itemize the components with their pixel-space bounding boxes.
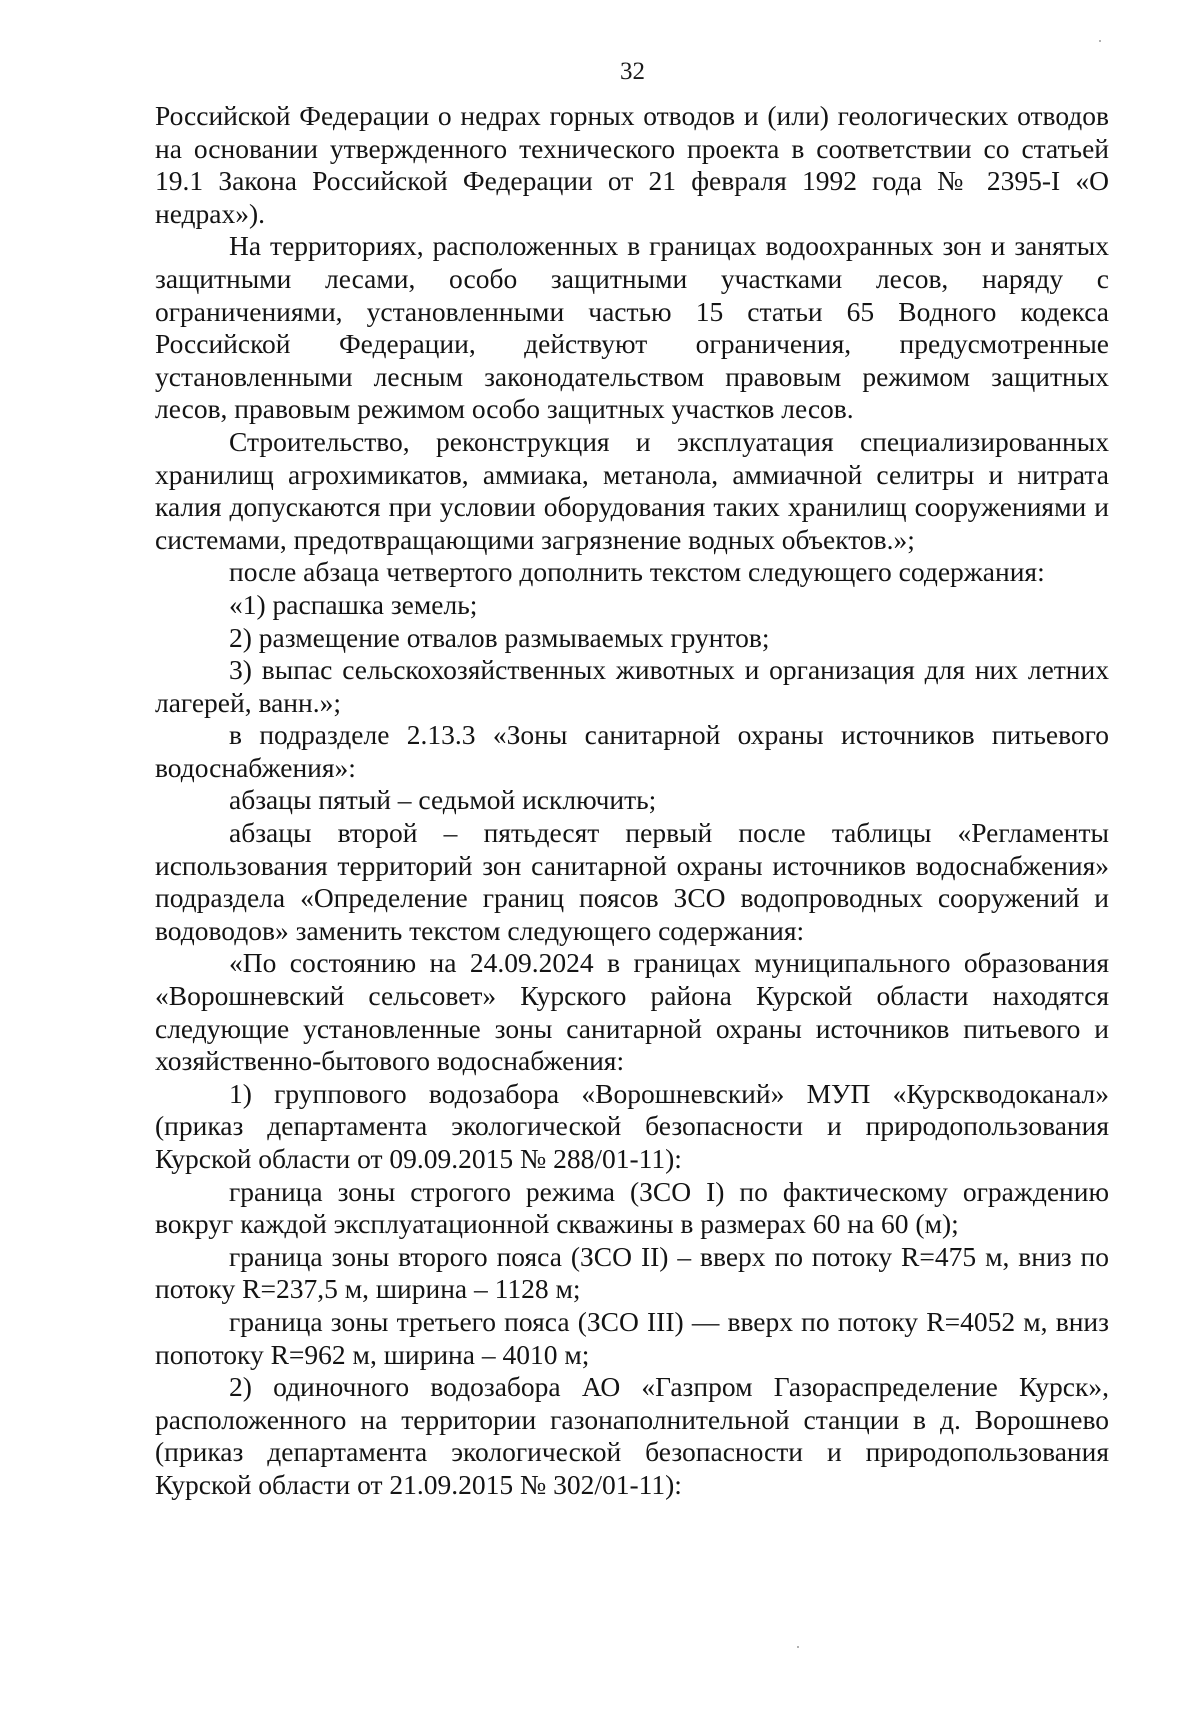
scan-speck [1099, 40, 1101, 42]
list-item: 2) одиночного водозабора АО «Газпром Газораспределение Курск», расположенного на территории газонаполнительной станции в д. Ворошнево (приказ департамента экологической безопасности и природопользования Курской области от 21.09.2015 № 302/01-11): [155, 1371, 1109, 1500]
paragraph: граница зоны второго пояса (ЗСО II) – вверх по потоку R=475 м, вниз по потоку R=237,5 м, ширина – 1128 м; [155, 1240, 1109, 1305]
paragraph: в подразделе 2.13.3 «Зоны санитарной охраны источников питьевого водоснабжения»: [155, 719, 1109, 783]
list-item: 1) группового водозабора «Ворошневский» МУП «Курскводоканал» (приказ департамента экологической безопасности и природопользования Курской области от 09.09.2015 № 288/01-11): [155, 1077, 1109, 1174]
paragraph: граница зоны третьего пояса (ЗСО III) — вверх по потоку R=4052 м, вниз попотоку R=962 м, ширина – 4010 м; [155, 1305, 1109, 1370]
paragraph: «По состоянию на 24.09.2024 в границах муниципального образования «Ворошневский сельсовет» Курского района Курской области находятся следующие установленные зоны санитарной охраны источников питьевого и хозяйственно-бытового водоснабжения: [155, 947, 1109, 1077]
list-item: 3) выпас сельскохозяйственных животных и организация для них летних лагерей, ванн.»; [155, 654, 1109, 718]
document-body [155, 100, 1109, 1502]
scan-speck [797, 1646, 799, 1648]
paragraph: абзацы второй – пятьдесят первый после таблицы «Регламенты использования территорий зон санитарной охраны источников водоснабжения» подраздела «Определение границ поясов ЗСО водопроводных сооружений и водоводов» заменить текстом следующего содержания: [155, 817, 1109, 946]
list-item: 2) размещение отвалов размываемых грунтов; [229, 621, 770, 653]
paragraph: абзацы пятый – седьмой исключить; [229, 784, 657, 816]
paragraph: после абзаца четвертого дополнить текстом следующего содержания: [229, 556, 1045, 588]
paragraph: Российской Федерации о недрах горных отводов и (или) геологических отводов на основании утвержденного технического проекта в соответствии со статьей 19.1 Закона Российской Федерации от 21 февраля 1992 года № 2395-I «О недрах»). [155, 100, 1109, 229]
paragraph: граница зоны строгого режима (ЗСО I) по фактическому ограждению вокруг каждой эксплуатационной скважины в размерах 60 на 60 (м); [155, 1175, 1109, 1240]
list-item: «1) распашка земель; [229, 588, 478, 620]
paragraph: Строительство, реконструкция и эксплуатация специализированных хранилищ агрохимикатов, аммиака, метанола, аммиачной селитры и нитрата калия допускаются при условии оборудования таких хранилищ сооружениями и системами, предотвращающими загрязнение водных объектов.»; [155, 425, 1109, 555]
paragraph: На территориях, расположенных в границах водоохранных зон и занятых защитными лесами, особо защитными участками лесов, наряду с ограничениями, установленными частью 15 статьи 65 Водного кодекса Российской Федерации, действуют ограничения, предусмотренные установленными лесным законодательством правовым режимом защитных лесов, правовым режимом особо защитных участков лесов. [155, 230, 1109, 425]
page-number: 32 [620, 58, 645, 85]
